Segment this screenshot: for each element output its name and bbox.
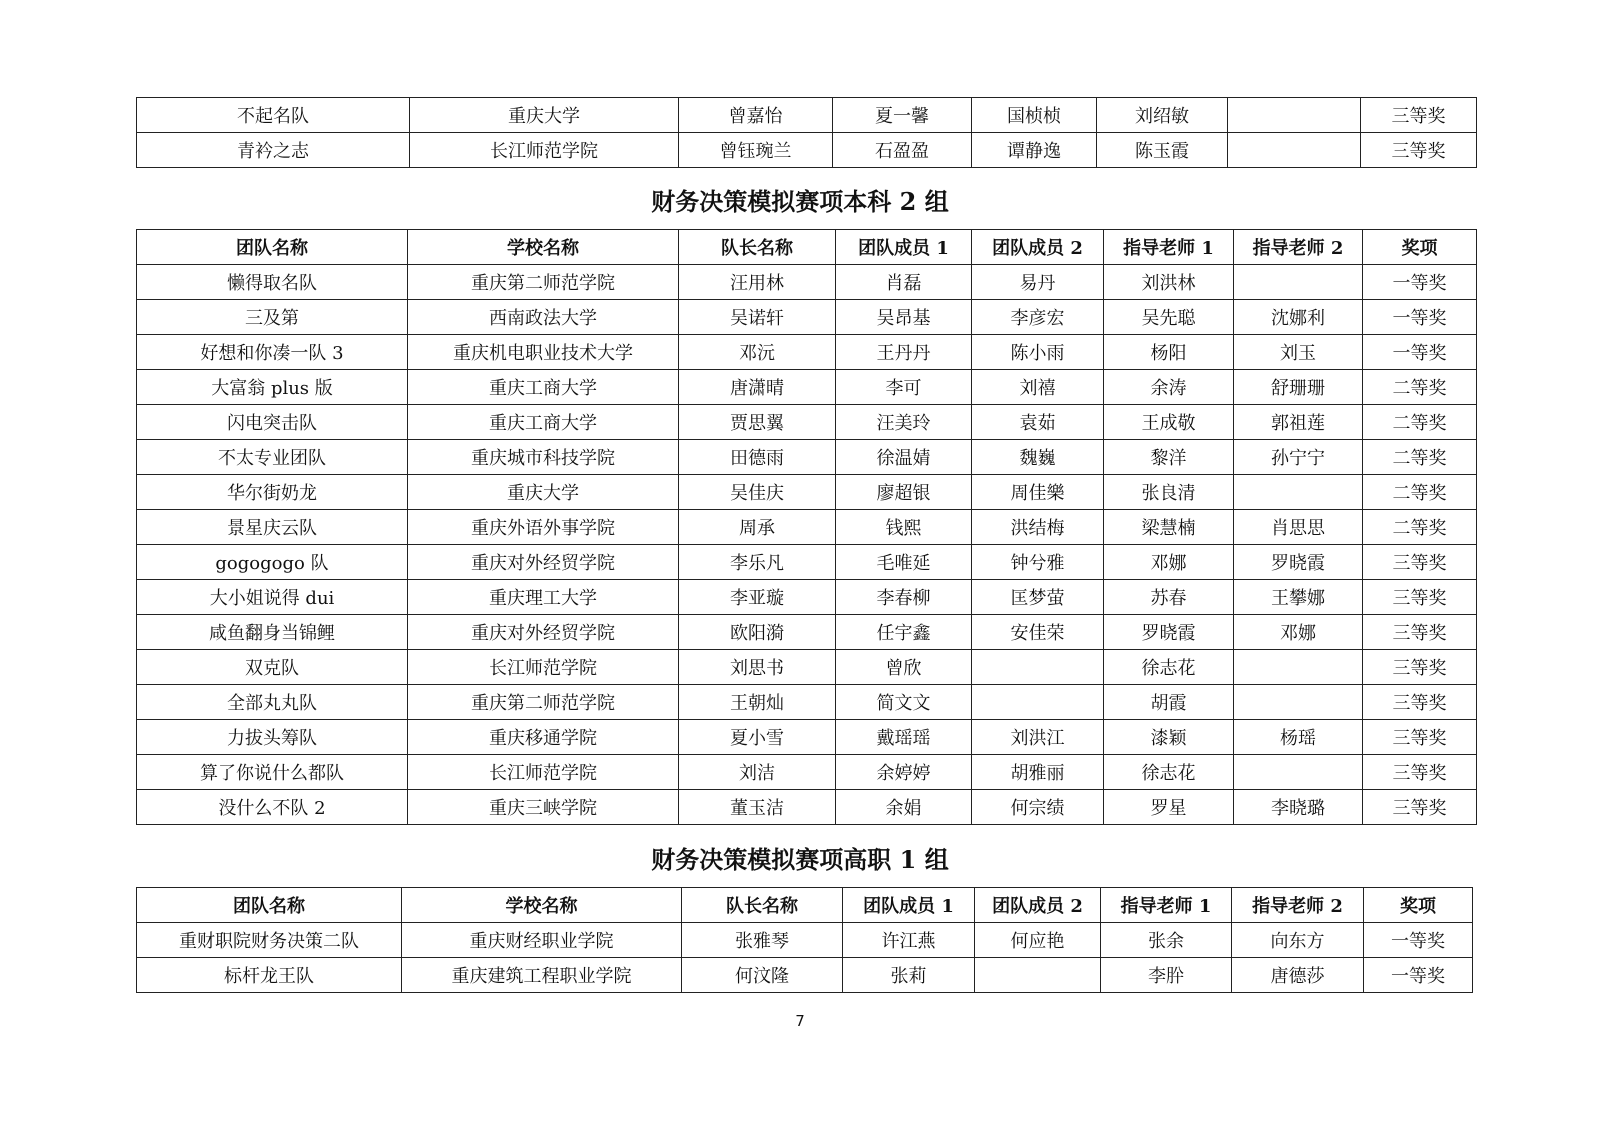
table-cell: 罗星 xyxy=(1104,790,1234,825)
column-header: 团队名称 xyxy=(137,888,402,923)
table-cell: 吴佳庆 xyxy=(679,475,836,510)
table-cell: 夏一馨 xyxy=(833,98,972,133)
table-row xyxy=(137,545,1477,580)
table-row xyxy=(137,650,1477,685)
table-cell: 黎洋 xyxy=(1104,440,1234,475)
table-cell: 重庆机电职业技术大学 xyxy=(408,335,679,370)
table-cell: 重庆移通学院 xyxy=(408,720,679,755)
table-cell: 安佳荣 xyxy=(972,615,1104,650)
table-cell: 大小姐说得 dui xyxy=(137,580,408,615)
table-cell: 石盈盈 xyxy=(833,133,972,168)
table-cell: 易丹 xyxy=(972,265,1104,300)
table-cell: 吴昂基 xyxy=(836,300,972,335)
table-cell: 何汶隆 xyxy=(682,958,843,993)
table-cell: 二等奖 xyxy=(1363,510,1477,545)
table-cell: 一等奖 xyxy=(1363,300,1477,335)
table-cell: 漆颖 xyxy=(1104,720,1234,755)
table-cell: 重庆建筑工程职业学院 xyxy=(402,958,682,993)
column-header: 团队成员 1 xyxy=(843,888,975,923)
undergrad-group-2-body xyxy=(137,265,1477,825)
table-row xyxy=(137,370,1477,405)
table-cell: 廖超银 xyxy=(836,475,972,510)
table-cell: 杨瑶 xyxy=(1234,720,1363,755)
table-cell: 重财职院财务决策二队 xyxy=(137,923,402,958)
table-cell: 张雅琴 xyxy=(682,923,843,958)
continued-awards-body xyxy=(137,98,1477,168)
table-cell: 算了你说什么都队 xyxy=(137,755,408,790)
table-row xyxy=(137,265,1477,300)
table-cell: 刘洪林 xyxy=(1104,265,1234,300)
table-cell: 没什么不队 2 xyxy=(137,790,408,825)
table-cell: 苏春 xyxy=(1104,580,1234,615)
column-header: 团队成员 1 xyxy=(836,230,972,265)
table-cell: 何宗绩 xyxy=(972,790,1104,825)
table-cell: 李晓璐 xyxy=(1234,790,1363,825)
table-cell: 吴先聪 xyxy=(1104,300,1234,335)
table-cell: 梁慧楠 xyxy=(1104,510,1234,545)
table-cell: 李乐凡 xyxy=(679,545,836,580)
table-cell: 二等奖 xyxy=(1363,370,1477,405)
table-cell: 双克队 xyxy=(137,650,408,685)
vocational-group-1-body xyxy=(137,923,1473,993)
table-cell: 王丹丹 xyxy=(836,335,972,370)
table-cell: 不起名队 xyxy=(137,98,410,133)
table-cell: 重庆理工大学 xyxy=(408,580,679,615)
table-cell: 三等奖 xyxy=(1363,685,1477,720)
table-cell: 三等奖 xyxy=(1363,755,1477,790)
table-row xyxy=(137,720,1477,755)
table-cell: 王朝灿 xyxy=(679,685,836,720)
table-cell xyxy=(1234,265,1363,300)
table-cell: 邓沅 xyxy=(679,335,836,370)
table-cell: 肖思思 xyxy=(1234,510,1363,545)
table-cell: 魏巍 xyxy=(972,440,1104,475)
table-cell: 陈玉霞 xyxy=(1097,133,1228,168)
table-cell: 罗晓霞 xyxy=(1234,545,1363,580)
table-cell: 陈小雨 xyxy=(972,335,1104,370)
table-cell: 二等奖 xyxy=(1363,440,1477,475)
table-cell: 懒得取名队 xyxy=(137,265,408,300)
table-cell: 刘洁 xyxy=(679,755,836,790)
table-row xyxy=(137,475,1477,510)
table-cell: 何应艳 xyxy=(975,923,1101,958)
column-header: 奖项 xyxy=(1364,888,1473,923)
table-cell xyxy=(1234,685,1363,720)
table-cell: 匡梦萤 xyxy=(972,580,1104,615)
column-header: 团队名称 xyxy=(137,230,408,265)
table-cell: 国桢桢 xyxy=(972,98,1097,133)
table-cell: 张良清 xyxy=(1104,475,1234,510)
table-cell: 标杆龙王队 xyxy=(137,958,402,993)
undergrad-group-2-table xyxy=(136,229,1477,825)
table-cell: 三等奖 xyxy=(1361,98,1477,133)
table-cell: 杨阳 xyxy=(1104,335,1234,370)
table-cell: 汪用林 xyxy=(679,265,836,300)
table-cell: 徐志花 xyxy=(1104,650,1234,685)
table-cell: 吴诺轩 xyxy=(679,300,836,335)
table-cell: 任宇鑫 xyxy=(836,615,972,650)
table-cell: 李彦宏 xyxy=(972,300,1104,335)
table-cell: 二等奖 xyxy=(1363,475,1477,510)
table-cell: 重庆工商大学 xyxy=(408,370,679,405)
table-cell: 一等奖 xyxy=(1363,335,1477,370)
column-header: 学校名称 xyxy=(402,888,682,923)
table-cell: 重庆大学 xyxy=(408,475,679,510)
table-cell: 曾欣 xyxy=(836,650,972,685)
table-cell: 青衿之志 xyxy=(137,133,410,168)
column-header: 学校名称 xyxy=(408,230,679,265)
table-cell: 郭祖莲 xyxy=(1234,405,1363,440)
column-header: 队长名称 xyxy=(682,888,843,923)
table-cell: 周佳樂 xyxy=(972,475,1104,510)
table-cell: 重庆三峡学院 xyxy=(408,790,679,825)
table-cell: 曾嘉怡 xyxy=(679,98,833,133)
table-cell: 一等奖 xyxy=(1363,265,1477,300)
continued-awards-table xyxy=(136,97,1477,168)
table-row xyxy=(137,958,1473,993)
table-cell: 重庆对外经贸学院 xyxy=(408,615,679,650)
table-cell: 三及第 xyxy=(137,300,408,335)
table-cell: 曾钰琬兰 xyxy=(679,133,833,168)
vocational-group-1-table xyxy=(136,887,1473,993)
table-cell: 景星庆云队 xyxy=(137,510,408,545)
table-cell: 徐志花 xyxy=(1104,755,1234,790)
table-cell: 重庆财经职业学院 xyxy=(402,923,682,958)
table-cell xyxy=(1234,475,1363,510)
table-row xyxy=(137,580,1477,615)
table-cell xyxy=(1228,133,1361,168)
table-cell: 张余 xyxy=(1101,923,1232,958)
table-cell: 重庆对外经贸学院 xyxy=(408,545,679,580)
table-cell: 长江师范学院 xyxy=(408,650,679,685)
table-cell: 刘绍敏 xyxy=(1097,98,1228,133)
table-cell: 长江师范学院 xyxy=(410,133,679,168)
table-cell: 贾思翼 xyxy=(679,405,836,440)
table-row xyxy=(137,335,1477,370)
table-cell: 重庆外语外事学院 xyxy=(408,510,679,545)
column-header: 奖项 xyxy=(1363,230,1477,265)
table-cell: 戴瑶瑶 xyxy=(836,720,972,755)
table-row xyxy=(137,133,1477,168)
table-row xyxy=(137,923,1473,958)
table-cell: 邓娜 xyxy=(1234,615,1363,650)
table-cell xyxy=(1228,98,1361,133)
column-header: 团队成员 2 xyxy=(972,230,1104,265)
table-row xyxy=(137,685,1477,720)
column-header: 指导老师 1 xyxy=(1104,230,1234,265)
table-cell xyxy=(975,958,1101,993)
page-number: 7 xyxy=(795,1012,805,1030)
table-cell xyxy=(972,685,1104,720)
table-cell: 华尔街奶龙 xyxy=(137,475,408,510)
section-title-undergrad-group-2: 财务决策模拟赛项本科 2 组 xyxy=(651,187,949,216)
table-cell: 李可 xyxy=(836,370,972,405)
table-row xyxy=(137,98,1477,133)
table-cell: 李春柳 xyxy=(836,580,972,615)
table-cell: 大富翁 plus 版 xyxy=(137,370,408,405)
table-cell: 三等奖 xyxy=(1361,133,1477,168)
column-header: 团队成员 2 xyxy=(975,888,1101,923)
table-cell: 咸鱼翻身当锦鲤 xyxy=(137,615,408,650)
table-cell: 唐德莎 xyxy=(1232,958,1364,993)
table-cell: 邓娜 xyxy=(1104,545,1234,580)
table-cell: 闪电突击队 xyxy=(137,405,408,440)
table-cell: 全部丸丸队 xyxy=(137,685,408,720)
table-cell: 力拔头筹队 xyxy=(137,720,408,755)
table-cell xyxy=(1234,650,1363,685)
table-cell: 舒珊珊 xyxy=(1234,370,1363,405)
column-header: 指导老师 2 xyxy=(1232,888,1364,923)
table-cell: 孙宁宁 xyxy=(1234,440,1363,475)
table-cell: 重庆大学 xyxy=(410,98,679,133)
table-cell: 胡霞 xyxy=(1104,685,1234,720)
table-header-row xyxy=(137,888,1473,923)
table-cell: 夏小雪 xyxy=(679,720,836,755)
column-header: 队长名称 xyxy=(679,230,836,265)
table-cell: 毛唯延 xyxy=(836,545,972,580)
table-cell: 好想和你凑一队 3 xyxy=(137,335,408,370)
table-row xyxy=(137,790,1477,825)
table-cell: 袁茹 xyxy=(972,405,1104,440)
table-cell: 三等奖 xyxy=(1363,650,1477,685)
table-cell: 胡雅丽 xyxy=(972,755,1104,790)
table-row xyxy=(137,510,1477,545)
table-cell: 不太专业团队 xyxy=(137,440,408,475)
table-cell: 重庆第二师范学院 xyxy=(408,685,679,720)
table-row xyxy=(137,440,1477,475)
table-cell: 刘玉 xyxy=(1234,335,1363,370)
table-cell: 钱熙 xyxy=(836,510,972,545)
column-header: 指导老师 1 xyxy=(1101,888,1232,923)
table-cell: 三等奖 xyxy=(1363,790,1477,825)
table-cell xyxy=(972,650,1104,685)
table-cell: 许江燕 xyxy=(843,923,975,958)
table-cell: 一等奖 xyxy=(1364,958,1473,993)
table-row xyxy=(137,405,1477,440)
table-cell: 李肸 xyxy=(1101,958,1232,993)
table-cell: 余娟 xyxy=(836,790,972,825)
table-cell: 三等奖 xyxy=(1363,615,1477,650)
table-header-row xyxy=(137,230,1477,265)
table-cell: 三等奖 xyxy=(1363,720,1477,755)
table-cell: 唐潇晴 xyxy=(679,370,836,405)
table-cell: 刘思书 xyxy=(679,650,836,685)
column-header: 指导老师 2 xyxy=(1234,230,1363,265)
table-cell: 向东方 xyxy=(1232,923,1364,958)
table-cell: 重庆工商大学 xyxy=(408,405,679,440)
table-cell: 长江师范学院 xyxy=(408,755,679,790)
table-cell xyxy=(1234,755,1363,790)
table-cell: 二等奖 xyxy=(1363,405,1477,440)
table-cell: 徐温婧 xyxy=(836,440,972,475)
table-cell: 三等奖 xyxy=(1363,580,1477,615)
table-cell: 刘洪江 xyxy=(972,720,1104,755)
table-cell: 一等奖 xyxy=(1364,923,1473,958)
table-cell: 田德雨 xyxy=(679,440,836,475)
table-cell: 简文文 xyxy=(836,685,972,720)
table-cell: 钟兮雅 xyxy=(972,545,1104,580)
table-cell: 周承 xyxy=(679,510,836,545)
table-cell: 王攀娜 xyxy=(1234,580,1363,615)
table-cell: 刘禧 xyxy=(972,370,1104,405)
table-cell: 肖磊 xyxy=(836,265,972,300)
table-cell: 洪结梅 xyxy=(972,510,1104,545)
table-cell: 沈娜利 xyxy=(1234,300,1363,335)
table-row xyxy=(137,755,1477,790)
table-cell: gogogogo 队 xyxy=(137,545,408,580)
table-cell: 张莉 xyxy=(843,958,975,993)
table-cell: 董玉洁 xyxy=(679,790,836,825)
table-cell: 王成敬 xyxy=(1104,405,1234,440)
table-cell: 汪美玲 xyxy=(836,405,972,440)
table-cell: 余涛 xyxy=(1104,370,1234,405)
table-cell: 重庆城市科技学院 xyxy=(408,440,679,475)
table-cell: 重庆第二师范学院 xyxy=(408,265,679,300)
table-cell: 罗晓霞 xyxy=(1104,615,1234,650)
table-cell: 西南政法大学 xyxy=(408,300,679,335)
section-title-vocational-group-1: 财务决策模拟赛项高职 1 组 xyxy=(651,845,949,874)
table-row xyxy=(137,300,1477,335)
table-cell: 欧阳漪 xyxy=(679,615,836,650)
table-cell: 余婷婷 xyxy=(836,755,972,790)
table-cell: 李亚璇 xyxy=(679,580,836,615)
table-cell: 谭静逸 xyxy=(972,133,1097,168)
table-row xyxy=(137,615,1477,650)
table-cell: 三等奖 xyxy=(1363,545,1477,580)
